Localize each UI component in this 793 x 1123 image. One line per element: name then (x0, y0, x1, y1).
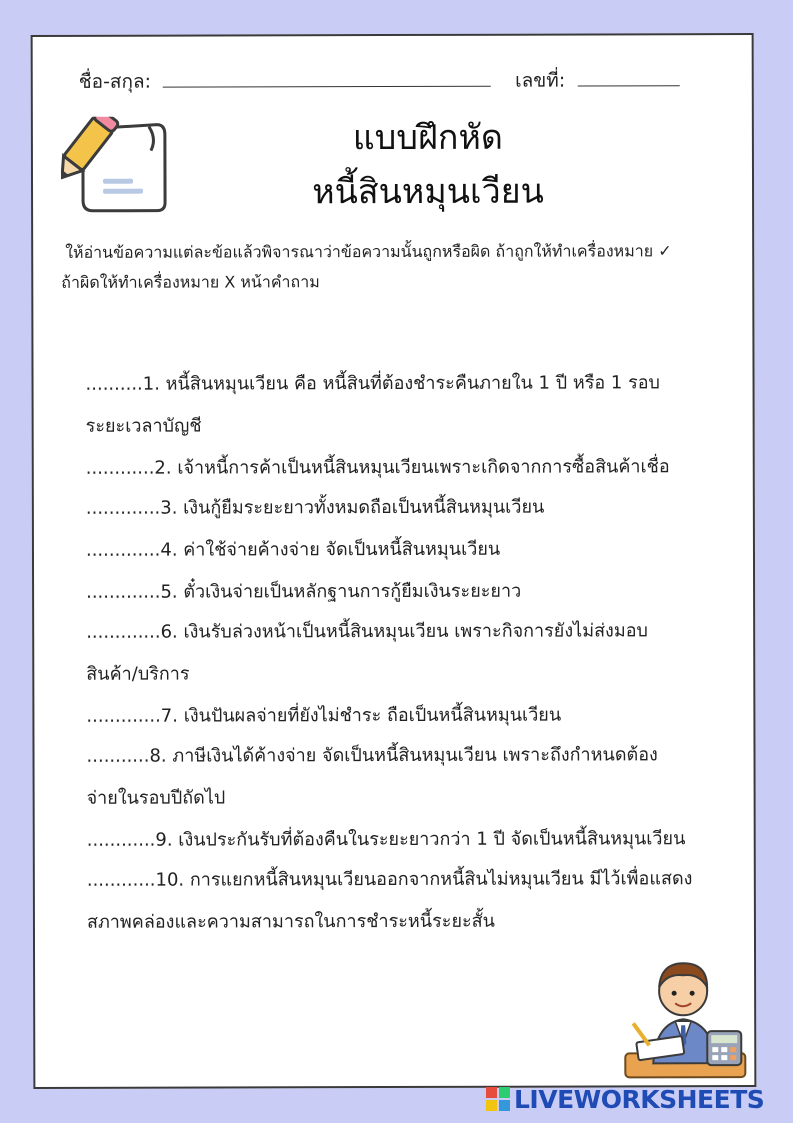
question-1: ..........1. หนี้สินหมุนเวียน คือ หนี้สินที่ต้องชำระคืนภายใน 1 ปี หรือ 1 รอบ (85, 372, 660, 395)
number-label: เลขที่: (515, 69, 566, 92)
watermark-text: LIVEWORKSHEETS (514, 1084, 765, 1114)
question-4: .............4. ค่าใช้จ่ายค้างจ่าย จัดเป็นหนี้สินหมุนเวียน (85, 538, 501, 561)
question-6: .............6. เงินรับล่วงหน้าเป็นหนี้สินหมุนเวียน เพราะกิจการยังไม่ส่งมอบ (86, 620, 648, 643)
question-6-cont: สินค้า/บริการ (86, 663, 190, 685)
question-8: ...........8. ภาษีเงินได้ค้างจ่าย จัดเป็นหนี้สินหมุนเวียน เพราะถึงกำหนดต้อง (86, 744, 658, 767)
name-blank[interactable] (163, 68, 491, 88)
question-2: ............2. เจ้าหนี้การค้าเป็นหนี้สินหมุนเวียนเพราะเกิดจากการซื้อสินค้าเชื่อ (85, 456, 670, 479)
question-8-cont: จ่ายในรอบปีถัดไป (86, 787, 226, 809)
name-number-line (79, 65, 680, 97)
instruction-line-1: ให้อ่านข้อความแต่ละข้อแล้วพิจารณาว่าข้อความนั้นถูกหรือผิด ถ้าถูกให้ทำเครื่องหมาย ✓ (65, 241, 672, 262)
question-7: .............7. เงินปันผลจ่ายที่ยังไม่ชำระ ถือเป็นหนี้สินหมุนเวียน (86, 704, 562, 727)
name-label: ชื่อ-สกุล: (78, 70, 152, 93)
liveworksheets-logo-icon (486, 1087, 510, 1111)
page-title: แบบฝึกหัด (352, 117, 503, 159)
question-5: .............5. ตั๋วเงินจ่ายเป็นหลักฐานการกู้ยืมเงินระยะยาว (86, 580, 522, 603)
liveworksheets-watermark[interactable] (486, 1084, 764, 1114)
question-10-cont: สภาพคล่องและความสามารถในการชำระหนี้ระยะสั้น (86, 910, 495, 933)
question-1-cont: ระยะเวลาบัญชี (85, 415, 202, 437)
worksheet-page (31, 33, 757, 1089)
page-subtitle: หนี้สินหมุนเวียน (312, 171, 544, 213)
number-blank[interactable] (577, 67, 679, 86)
student-calculator-illustration (619, 953, 749, 1081)
question-3: .............3. เงินกู้ยืมระยะยาวทั้งหมดถือเป็นหนี้สินหมุนเวียน (85, 496, 545, 519)
instruction-line-2: ถ้าผิดให้ทำเครื่องหมาย X หน้าคำถาม (61, 272, 320, 292)
question-10: ............10. การแยกหนี้สินหมุนเวียนออกจากหนี้สินไม่หมุนเวียน มีไว้เพื่อแสดง (86, 868, 693, 891)
question-9: ............9. เงินประกันรับที่ต้องคืนในระยะยาวกว่า 1 ปี จัดเป็นหนี้สินหมุนเวียน (86, 828, 686, 851)
pencil-paper-icon (61, 117, 169, 217)
